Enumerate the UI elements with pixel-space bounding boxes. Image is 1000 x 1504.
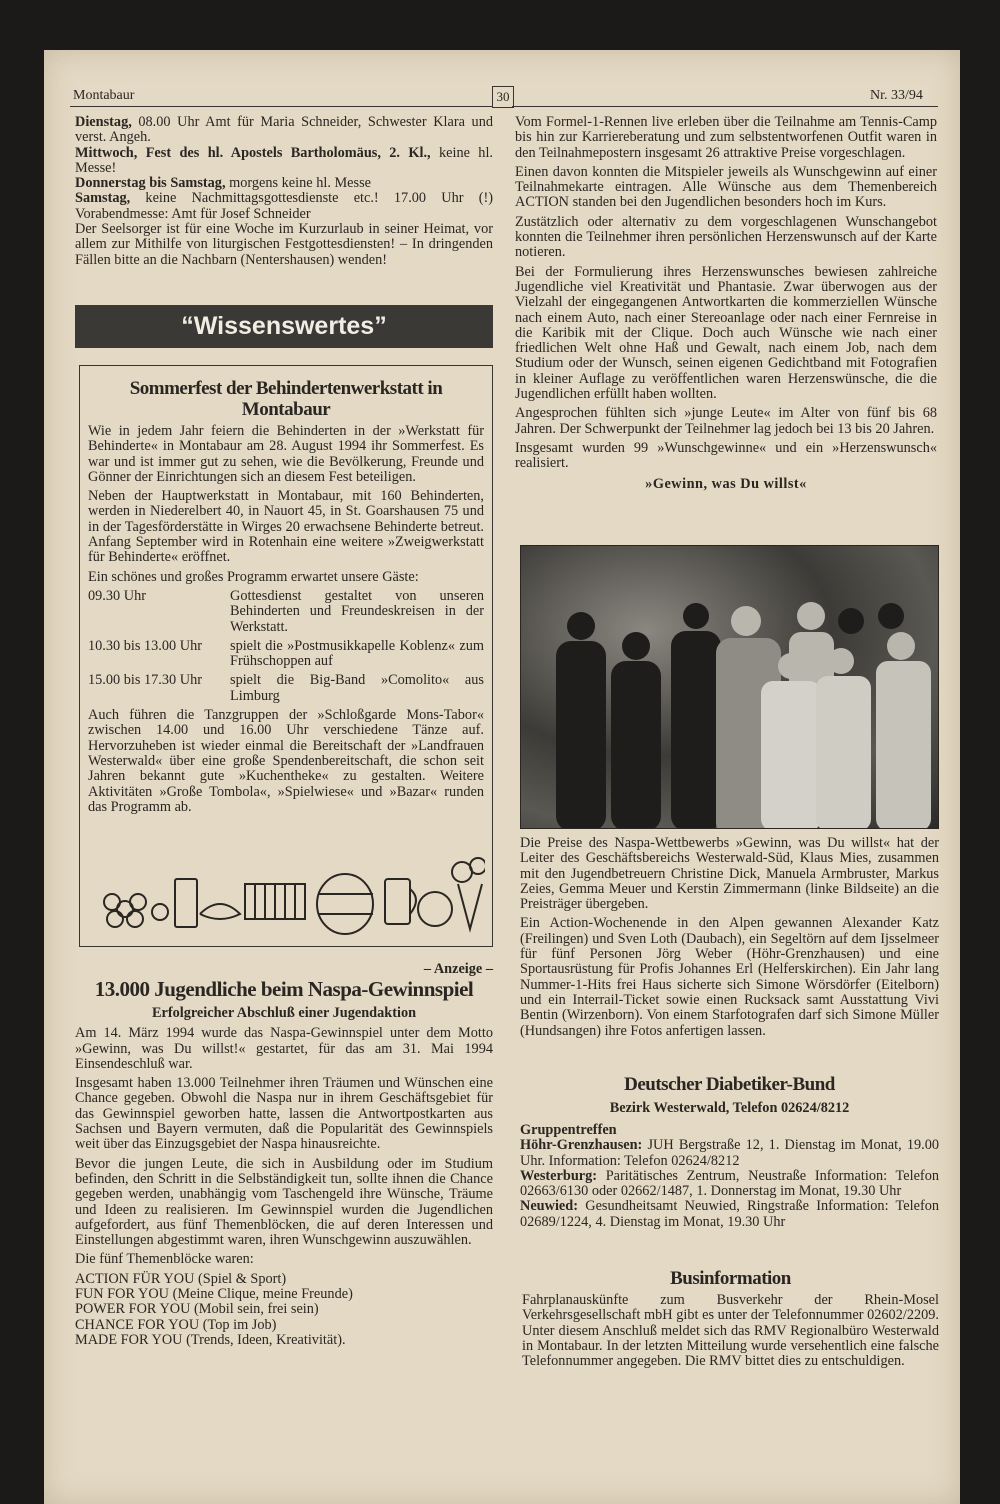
header-rule-right <box>512 106 938 107</box>
group-photo <box>520 545 939 829</box>
day-label: Mittwoch, Fest des hl. Apostels Bartholomäus, 2. Kl., <box>75 144 431 161</box>
notice-text: Fahrplanauskünfte zum Busverkehr der Rhein-Mosel Verkehrsgesellschaft mbH gibt es unter der Telefonnummer 02602/2209. Unter diesem Anschluß meldet sich das RMV Regionalbüro Westerwald in Montabaur. In der letzten Mitteilung wurde versehentlich eine falsche Telefonnummer angegeben. Die RMV bittet dies zu entschuldigen. <box>522 1292 939 1370</box>
section-banner: “Wissenswertes” <box>75 305 493 348</box>
sommerfest-box <box>79 365 493 947</box>
notice-text: keine hl. Messe! <box>75 144 493 176</box>
page-number: 30 <box>492 86 514 108</box>
place-label: Höhr-Grenzhausen: <box>520 1137 643 1154</box>
glass-icon <box>175 879 197 927</box>
paragraph: Auch führen die Tanzgruppen der »Schloßgarde Mons-Tabor« zwischen 14.00 und 16.00 Uhr verschiedene Tänze auf. Hervorzuheben ist wieder einmal die Bereitschaft der »Landfrauen Westerwald« über eine große Spendenbereitschaft, die schon seit Jahren bekannt gute »Kuchentheke« zu gestalten. Weitere Aktivitäten »Große Tombola«, »Spielwiese« und »Bazar« runden das Programm ab. <box>88 707 484 815</box>
schedule-row <box>88 639 484 670</box>
schedule-row <box>88 673 484 704</box>
header-town: Montabaur <box>73 88 135 103</box>
paragraph: Insgesamt wurden 99 »Wunschgewinne« und ein »Herzenswunsch« realisiert. <box>515 439 937 472</box>
paragraph: Insgesamt haben 13.000 Teilnehmer ihren Träumen und Wünschen eine Chance gegeben. Obwohl die Naspa nur in ihrem Geschäftsgebiet für das Gewinnspiel geworben hatte, lassen die Antwortpostkarten aus Sachsen und Bayern vermuten, daß die Popularität des Gewinnspiels weit über das Einzugsgebiet der Naspa hinausreichte. <box>75 1075 493 1153</box>
list-item: MADE FOR YOU (Trends, Ideen, Kreativität). <box>75 1331 346 1348</box>
day-label: Samstag, <box>75 190 131 207</box>
paragraph: Wie in jedem Jahr feiern die Behinderten in der »Werkstatt für Behinderte« in Montabaur am 28. August 1994 ihr Sommerfest. Es war und ist immer gut zu sehen, wie die Bevölkerung, Freunde und Gönner der Einrichtungen sich an diesem Fest beteiligen. <box>88 423 484 485</box>
ad-label: – Anzeige – <box>423 961 493 977</box>
list-item: POWER FOR YOU (Mobil sein, frei sein) <box>75 1301 319 1318</box>
ice-cream-icon <box>458 884 482 929</box>
paragraph: Ein schönes und großes Programm erwartet unsere Gäste: <box>88 568 419 585</box>
notice-subtitle: Bezirk Westerwald, Telefon 02624/8212 <box>609 1100 850 1116</box>
barrel-icon <box>317 874 373 934</box>
group-label: Gruppentreffen <box>520 1122 617 1138</box>
notice-title: Businformation <box>670 1268 791 1289</box>
article-subtitle: Erfolgreicher Abschluß einer Jugendaktion <box>151 1005 417 1022</box>
notice-text: morgens keine hl. Messe <box>225 175 371 192</box>
paragraph: Angesprochen fühlten sich »junge Leute« im Alter von fünf bis 68 Jahren. Der Schwerpunkt der Teilnehmer lag jedoch bei 13 bis 20 Jahren. <box>515 405 937 437</box>
paragraph: Am 14. März 1994 wurde das Naspa-Gewinnspiel unter dem Motto »Gewinn, was Du willst!« gestartet, für das am 31. Mai 1994 Einsendeschluß war. <box>75 1025 493 1072</box>
ribbon-icon <box>200 904 240 919</box>
day-label: Dienstag, <box>75 114 132 130</box>
entry-text: Gesundheitsamt Neuwied, Ringstraße Information: Telefon 02689/1224, 4. Dienstag im Monat, 19.30 Uhr <box>520 1198 939 1230</box>
flower-icon <box>152 904 168 920</box>
paragraph: Neben der Hauptwerkstatt in Montabaur, mit 160 Behinderten, werden in Niederelbert 40, in Nauort 45, in St. Goarshausen 75 und in der Tagesförderstätte in Wirges 20 erwachsene Behinderte betreut. Anfang September wird in Rotenhain eine weitere »Zweigwerkstatt für Behinderte« eröffnet. <box>88 488 484 566</box>
article-title: Sommerfest der Behindertenwerkstatt in Montabaur <box>129 378 443 420</box>
notice-text: keine Nachmittagsgottesdienste etc.! 17.00 Uhr (!) Vorabendmesse: Amt für Josef Schneider <box>75 190 493 222</box>
festival-illustration <box>90 844 485 939</box>
list-item: FUN FOR YOU (Meine Clique, meine Freunde) <box>75 1286 353 1303</box>
place-label: Westerburg: <box>520 1167 598 1184</box>
paragraph: Vom Formel-1-Rennen live erleben über die Teilnahme am Tennis-Camp bis hin zur Karriereberatung und zum selbstentworfenen Outfit waren in den Teilnahmepostern insgesamt 26 attraktive Preise vorgeschlagen. <box>515 114 937 161</box>
day-label: Donnerstag bis Samstag, <box>75 175 226 192</box>
header-rule-left <box>70 106 492 107</box>
notice-text: Der Seelsorger ist für eine Woche im Kurzurlaub in seiner Heimat, vor allem zur Mithilfe von liturgischen Festgottesdiensten! – In dringenden Fällen bitte an die Nachbarn (Nentershausen) wenden! <box>75 221 493 268</box>
issue-number: Nr. 33/94 <box>870 88 923 103</box>
entry-text: Paritätisches Zentrum, Neustraße Information: Telefon 02663/6130 oder 02662/1487, 1. Donnerstag im Monat, 19.30 Uhr <box>520 1167 939 1200</box>
paragraph: Bevor die jungen Leute, die sich in Ausbildung oder im Studium befinden, den Schritt in die Selbständigkeit tun, sollte ihnen die Chance gegeben werden, unabhängig vom Taschengeld ihre Wünsche, Träume und Ideen zu realisieren. Im Gewinnspiel wurden die Jugendlichen aufgefordert, aus fünf Themenblöcken, die auf deren Interessen und Einstellungen abgestimmt waren, ihren Wunschgewinn auszuwählen. <box>75 1155 493 1249</box>
schedule-row <box>88 589 484 635</box>
caption-text: Die Preise des Naspa-Wettbewerbs »Gewinn, was Du willst« hat der Leiter des Geschäftsbereichs Westerwald-Süd, Klaus Mies, zusammen mit den Jugendbetreuern Christine Dick, Manuela Armbruster, Markus Zeies, Gemma Meuer und Kerstin Zimmermann (linke Bildseite) an die Preisträger übergeben. <box>520 835 939 913</box>
paragraph: Die fünf Themenblöcke waren: <box>75 1251 254 1268</box>
people-silhouettes <box>521 546 938 828</box>
schedule-text: spielt die »Postmusikkapelle Koblenz« zum Frühschoppen auf <box>230 637 484 670</box>
caption-text: Ein Action-Wochenende in den Alpen gewannen Alexander Katz (Freilingen) und Sven Loth (Daubach), ein Segeltörn auf dem Ijsselmeer für fünf Personen Jörg Weber (Höhr-Grenzhausen) und eine Sportausrüstung für Profis Johannes Erl (Helferskirchen). Ein Jahr lang Nummer-1-Hits frei Haus sicherte sich Simone Wörsdörfer (Eitelborn) und ein Interrail-Ticket sowie einen Rucksack samt Ausstattung Vivi Bentin (Wirzenborn). Von einem Starfotografen darf sich Simone Müller (Hundsangen) ihre Fotos anfertigen lassen. <box>520 915 939 1039</box>
notice-text: 08.00 Uhr Amt für Maria Schneider, Schwester Klara und verst. Angeh. <box>75 114 493 146</box>
photo-heading: »Gewinn, was Du willst« <box>645 475 807 492</box>
ball-icon <box>418 892 452 926</box>
flower-icon <box>452 862 472 882</box>
photo-caption <box>520 836 939 1043</box>
notice-title: Deutscher Diabetiker-Bund <box>624 1074 835 1095</box>
naspa-continued <box>515 115 937 493</box>
schedule-time: 15.00 bis 17.30 Uhr <box>88 672 202 689</box>
paragraph: Zustätzlich oder alternativ zu dem vorgeschlagenen Wunschangebot konnten die Teilnehmer ihren persönlichen Herzenswunsch auf der Karte notieren. <box>515 213 937 261</box>
paragraph: Bei der Formulierung ihres Herzenswunsches bewiesen zahlreiche Jugendliche viel Kreativität und Phantasie. Zwar überwogen aus der Vielzahl der eingegangenen Antwortkarten die kommerziellen Wünsche nach einem Auto, nach einer Stereoanlage oder nach einer Fernreise in die Karibik mit der Clique. Doch auch Wünsche wie nach einer friedlichen Welt ohne Haß und Gewalt, nach einem Job, nach dem Studium oder der Wunsch, seinen eigenen Gedichtband mit Fotografien in kleiner Auflage zu veröffentlichen waren Herzenswünsche, die die Jugendlichen erfüllt haben wollten. <box>515 263 937 403</box>
schedule-time: 10.30 bis 13.00 Uhr <box>88 637 202 654</box>
theme-blocks-list <box>75 1272 493 1348</box>
church-notices <box>75 115 493 268</box>
entry-text: JUH Bergstraße 12, 1. Dienstag im Monat, 19.00 Uhr. Information: Telefon 02624/8212 <box>520 1137 939 1169</box>
naspa-article <box>75 962 493 1348</box>
paragraph: Einen davon konnten die Mitspieler jeweils als Wunschgewinn auf einer Teilnahmekarte eintragen. Alle Wünsche aus dem Themenbereich ACTION standen bei den Jugendlichen besonders hoch im Kurs. <box>515 163 937 211</box>
bus-notice <box>522 1268 939 1373</box>
list-item: CHANCE FOR YOU (Top im Job) <box>75 1316 277 1333</box>
beer-mug-icon <box>385 879 410 924</box>
flower-icon <box>104 894 146 927</box>
schedule-text: Gottesdienst gestaltet von unseren Behinderten und Freundeskreisen in der Werkstatt. <box>230 587 484 635</box>
list-item: ACTION FÜR YOU (Spiel & Sport) <box>75 1270 287 1287</box>
schedule-text: spielt die Big-Band »Comolito« aus Limburg <box>230 672 484 704</box>
schedule-time: 09.30 Uhr <box>88 587 146 604</box>
diabetiker-notice <box>520 1074 939 1230</box>
place-label: Neuwied: <box>520 1198 578 1215</box>
article-title: 13.000 Jugendliche beim Naspa-Gewinnspiel <box>94 977 474 1002</box>
